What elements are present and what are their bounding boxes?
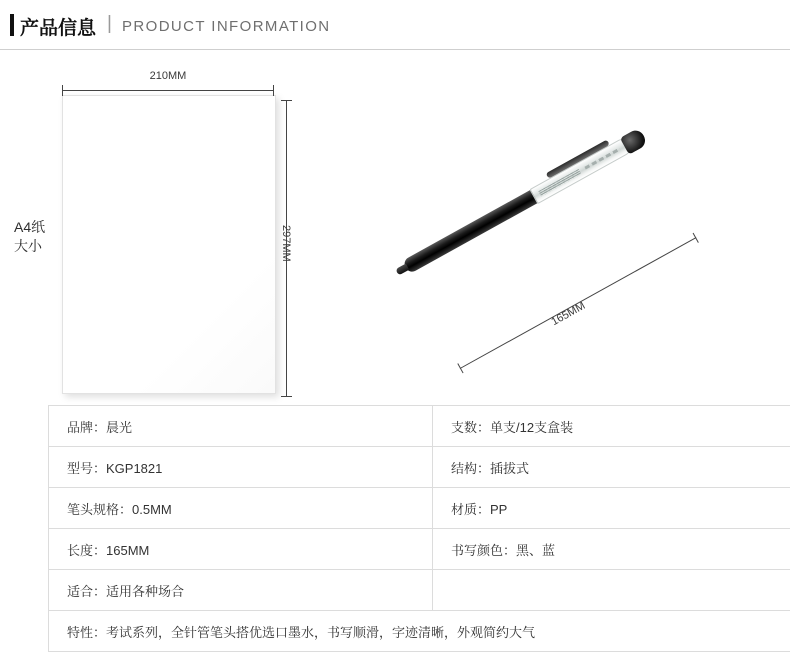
spec-cell-features: 特性：考试系列，全针管笔头搭优选口墨水，书写顺滑，字迹清晰，外观简约大气	[49, 611, 790, 652]
header-accent-bar	[10, 14, 14, 36]
pen-cap-stripes	[538, 169, 581, 197]
table-row	[49, 406, 790, 447]
spec-cell-left: 长度：165MM	[49, 529, 433, 570]
table-row	[49, 570, 790, 611]
product-spec-table	[48, 405, 790, 652]
spec-cell-right: 书写颜色：黑、蓝	[433, 529, 790, 570]
spec-cell-left: 型号：KGP1821	[49, 447, 433, 488]
table-row	[49, 447, 790, 488]
spec-cell-left: 品牌：晨光	[49, 406, 433, 447]
pen-length-label: 165MM	[549, 299, 588, 329]
pen-tip	[395, 264, 409, 276]
spec-cell-left: 笔头规格：0.5MM	[49, 488, 433, 529]
page-title-en: PRODUCT INFORMATION	[122, 18, 331, 35]
a4-paper-caption	[14, 218, 45, 256]
table-row	[49, 529, 790, 570]
pen-barrel	[402, 188, 540, 274]
spec-cell-left: 适合：适用各种场合	[49, 570, 433, 611]
paper-height-label: 297MM	[280, 225, 292, 262]
spec-cell-right: 结构：插拔式	[433, 447, 790, 488]
pen-illustration	[400, 180, 700, 380]
pen-shape	[401, 127, 649, 276]
page-title-cn: 产品信息	[20, 18, 97, 39]
a4-paper-caption-line2: 大小	[14, 238, 42, 254]
table-row	[49, 488, 790, 529]
spec-cell-right: 材质：PP	[433, 488, 790, 529]
a4-paper-shape	[62, 95, 276, 394]
spec-cell-right	[433, 570, 790, 611]
pen-cap	[529, 137, 632, 204]
header-divider: |	[107, 13, 112, 34]
paper-width-dimension-line	[62, 90, 274, 91]
a4-paper-caption-line1: A4纸	[14, 219, 46, 235]
table-row-features	[49, 611, 790, 652]
page-header	[0, 0, 790, 50]
spec-cell-right: 支数：单支/12支盒装	[433, 406, 790, 447]
paper-width-label: 210MM	[149, 70, 187, 82]
spec-table-body	[49, 406, 790, 652]
illustration-area	[0, 50, 790, 405]
